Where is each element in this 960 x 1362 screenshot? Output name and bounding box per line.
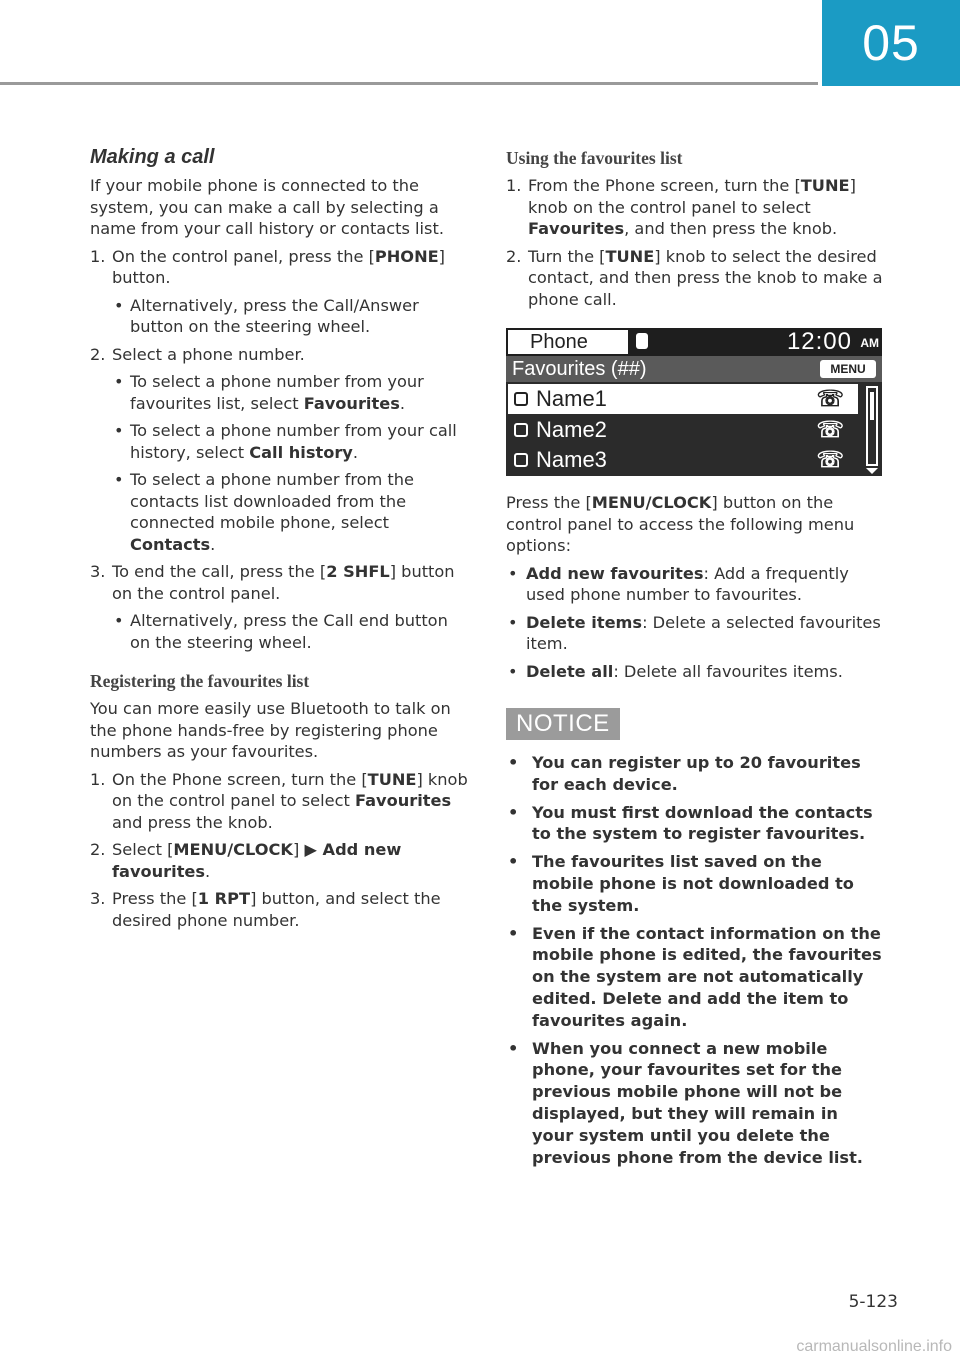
favourite-row <box>508 384 858 414</box>
screen-scrollbar <box>866 386 878 466</box>
using-favourites-heading: Using the favourites list <box>506 148 683 168</box>
making-call-step-2 <box>90 344 470 366</box>
step-text: From the Phone screen, turn the [ <box>528 176 801 195</box>
chapter-number: 05 <box>862 15 920 71</box>
option-label: Delete items <box>526 612 643 632</box>
making-call-step-1-alt: • Alternatively, press the Call/Answer button on the steering wheel. <box>90 295 470 338</box>
body-text: Press the [ <box>506 493 592 512</box>
step-text: Turn the [ <box>528 246 606 266</box>
making-call-heading: Making a call <box>90 146 215 168</box>
sub-text: . <box>352 442 359 462</box>
option-text: : Add a frequently used phone number to favourites. <box>526 563 849 604</box>
call-history-label: Call history <box>249 442 353 462</box>
using-step-1 <box>506 175 884 240</box>
sub-text: . <box>399 393 405 413</box>
step-text: ] knob on the control panel to select <box>112 769 468 810</box>
left-column <box>90 146 470 937</box>
step-number: 1. <box>506 176 522 195</box>
favourite-name: Name3 <box>536 447 607 472</box>
step-text: ] button on the control panel. <box>112 562 455 603</box>
screen-list-header <box>506 356 882 382</box>
step-text: . <box>205 861 211 881</box>
making-call-intro: If your mobile phone is connected to the system, you can make a call by selecting a name from your call history or contacts list. <box>90 176 444 238</box>
step-text: ] button. <box>112 246 445 287</box>
favourite-row <box>508 445 858 475</box>
favourite-row <box>508 415 858 445</box>
step-2-contacts <box>90 469 470 555</box>
option-label: Add new favourites <box>526 563 704 583</box>
sub-text: To select a phone number from your call history, select <box>130 421 457 462</box>
step-number: 2. <box>90 840 106 859</box>
tune-key-label: TUNE <box>605 246 655 266</box>
bluetooth-icon <box>636 333 648 349</box>
tune-key-label: TUNE <box>800 176 850 195</box>
sub-text: To select a phone number from your favourites list, select <box>130 372 424 413</box>
registering-intro: You can more easily use Bluetooth to talk on the phone hands-free by registering phone numbers as your favourites. <box>90 699 451 761</box>
favourite-name: Name1 <box>536 386 607 411</box>
arrow-right-icon: ▶ <box>304 840 317 859</box>
step-2-favourites <box>90 371 470 414</box>
chapter-tab <box>822 0 960 86</box>
menu-option-add <box>506 563 884 606</box>
notice-item: • Even if the contact information on the mobile phone is edited, the favourites on the system are not automatically edited. Delete and add the item to favourites again. <box>506 923 884 1032</box>
screen-clock: 12:00 <box>786 328 852 355</box>
favourites-label: Favourites <box>528 219 625 238</box>
right-column <box>506 146 884 1174</box>
phone-handset-icon <box>514 453 528 467</box>
sub-text: To select a phone number from the contacts list downloaded from the connected mobile phone, select <box>130 470 414 532</box>
step-text: Select a phone number. <box>112 344 305 364</box>
step-text: ] knob to select the desired contact, and then press the knob to make a phone call. <box>528 246 883 309</box>
making-call-step-3 <box>90 561 470 604</box>
call-icon: ☏ <box>816 417 844 442</box>
option-label: Delete all <box>526 661 614 681</box>
screen-ampm: AM <box>860 336 879 350</box>
menu-option-delete-items <box>506 612 884 655</box>
step-number: 2. <box>90 344 106 364</box>
notice-item: • You must first download the contacts to the system to register favourites. <box>506 802 884 846</box>
registering-step-1 <box>90 769 470 834</box>
registering-step-3 <box>90 888 470 931</box>
call-icon: ☏ <box>816 386 844 411</box>
favourites-label: Favourites <box>354 791 452 810</box>
page-number: 5-123 <box>848 1292 898 1312</box>
menu-clock-key-label: MENU/CLOCK <box>591 493 712 512</box>
step-text: To end the call, press the [ <box>112 562 327 581</box>
notice-item: • When you connect a new mobile phone, your favourites set for the previous mobile phone will not be displayed, but they will remain in your system until you delete the previous phone from the device list. <box>506 1038 884 1169</box>
body-text: ] button on the control panel to access the following menu options: <box>506 493 855 555</box>
step-text: On the control panel, press the [ <box>112 246 375 266</box>
shfl-key-label: 2 SHFL <box>326 562 390 581</box>
step-text: Select [ <box>112 840 174 859</box>
phone-favourites-screen <box>506 328 882 476</box>
step-number: 3. <box>90 889 106 908</box>
step-text: ] knob on the control panel to select <box>528 176 856 217</box>
step-text: ] button, and select the desired phone number. <box>112 889 441 930</box>
favourite-name: Name2 <box>536 417 607 442</box>
step-text: ] <box>292 840 305 859</box>
option-text: : Delete all favourites items. <box>613 661 843 681</box>
tune-key-label: TUNE <box>367 769 417 789</box>
phone-handset-icon <box>514 423 528 437</box>
notice-badge: NOTICE <box>506 708 620 740</box>
sub-text: . <box>210 534 216 554</box>
option-text: : Delete a selected favourites item. <box>526 612 881 653</box>
phone-handset-icon <box>514 392 528 406</box>
step-text: On the Phone screen, turn the [ <box>112 769 368 789</box>
step-number: 3. <box>90 562 106 581</box>
add-new-favourites-label: Add new favourites <box>112 840 402 881</box>
notice-item: • The favourites list saved on the mobile phone is not downloaded to the system. <box>506 851 884 916</box>
screen-menu-button: MENU <box>820 360 876 378</box>
rpt-key-label: 1 RPT <box>197 889 251 908</box>
step-text: and press the knob. <box>112 812 273 832</box>
menu-clock-key-label: MENU/CLOCK <box>173 840 293 859</box>
step-number: 2. <box>506 246 522 266</box>
using-step-2 <box>506 246 884 311</box>
watermark: carmanualsonline.info <box>796 1338 952 1355</box>
header-rule <box>0 82 818 85</box>
scrollbar-thumb <box>870 392 874 420</box>
call-icon: ☏ <box>816 447 844 472</box>
registering-heading: Registering the favourites list <box>90 671 310 691</box>
step-2-call-history <box>90 420 470 463</box>
making-call-step-3-alt: • Alternatively, press the Call end button on the steering wheel. <box>90 610 470 653</box>
registering-step-2 <box>90 839 470 882</box>
contacts-label: Contacts <box>130 534 211 554</box>
screen-status-bar <box>506 328 882 356</box>
phone-key-label: PHONE <box>374 246 439 266</box>
step-text: Press the [ <box>112 889 198 908</box>
menu-intro <box>506 492 884 557</box>
favourites-label: Favourites <box>303 393 400 413</box>
scroll-down-icon <box>866 468 878 474</box>
notice-item: • You can register up to 20 favourites for each device. <box>506 752 884 796</box>
step-text: , and then press the knob. <box>624 219 838 238</box>
step-number: 1. <box>90 769 106 789</box>
making-call-step-1 <box>90 246 470 289</box>
favourites-list-title: Favourites (##) <box>512 358 647 380</box>
screen-phone-tab: Phone <box>508 330 628 354</box>
menu-option-delete-all <box>506 661 884 683</box>
step-number: 1. <box>90 246 106 266</box>
